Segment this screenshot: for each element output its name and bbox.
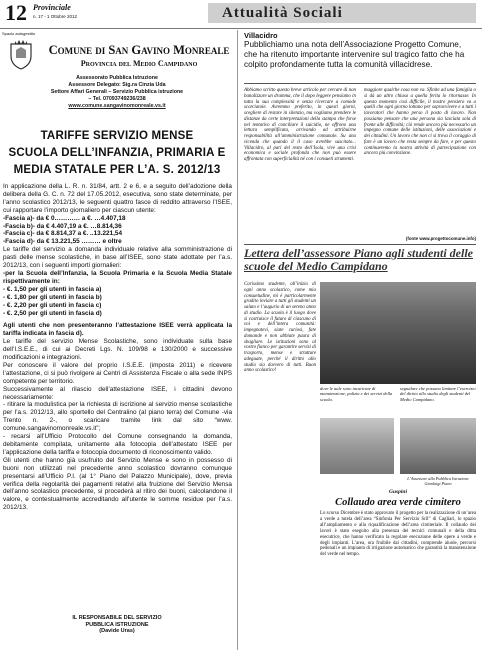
paragraph: Gli utenti che hanno già usufruito del Servizio Mense e sono in possesso di buoni non utilizzati nel precedente anno scolastico dovranno comunque presentarsi all’Ufficio P.I. (al 1° Piano del Palazzo Municipale), dove, previa verifica della regolarità dei pagamenti relativi alla fruizione del Servizio Mensa dell’anno scolastico precedente, si procederà al ritiro dei buoni, calcolandone il valore, e contestualmente accreditando all’utente le somme residue per l’a.s. 2012/13. bbox=[3, 456, 232, 512]
lead-paragraph: Pubblichiamo una nota dell’Associazione Progetto Comune, che ha ritenuto importante intervenire sul tragico fatto che ha colpito profondamente tutta la comunità villacidrese. bbox=[244, 40, 465, 69]
divider bbox=[244, 244, 476, 245]
school-photo bbox=[320, 282, 476, 384]
signature-block bbox=[0, 615, 234, 635]
paragraph: - recarsi all’Ufficio Protocollo del Comune consegnando la domanda, debitamente compilata, unitamente alla fotocopia dell’attestato ISEE per l’applicazione della tariffa e fotocopia documento di riconoscimento valido. bbox=[3, 433, 232, 456]
assessorato-line: – Tel. 07093749236/238 bbox=[88, 96, 146, 102]
fascia-line: -Fascia c)- da € 8.814,37 a €. ..13.221,54 bbox=[3, 230, 123, 238]
issue-info: n. 17 - 1 Ottobre 2012 bbox=[33, 14, 78, 19]
left-body bbox=[3, 183, 232, 512]
publication-logo: Provinciale bbox=[33, 3, 71, 12]
provincia-name: Provincia del Medio Campidano bbox=[80, 59, 198, 68]
tariffa-line: - €. 2,50 per gli utenti in fascia d) bbox=[3, 309, 102, 317]
comune-name: Comune di San Gavino Monreale bbox=[48, 43, 230, 57]
article-text: segnalare che possano limitare l’esercizio del diritto allo studio degli studenti del Medio Campidano. bbox=[400, 386, 476, 402]
column-divider bbox=[237, 30, 238, 650]
photo-caption: L’Assessore alla Pubblica Istruzione Gianluigi Piano bbox=[407, 476, 469, 486]
assessorato-line: Settore Affari Generali – Servizio Pubblica istruzione bbox=[50, 89, 184, 95]
fascia-line: -Fascia a)- da € 0………… a €. …4.407,18 bbox=[3, 214, 126, 222]
title-line: SCUOLA DELL’INFANZIA, PRIMARIA E bbox=[8, 147, 226, 159]
tariffa-line: - €. 2,20 per gli utenti in fascia c) bbox=[3, 301, 102, 309]
article-text: dove le aule sono incaricate di manutenzione, pulizia e dei servizi della scuola. bbox=[320, 386, 393, 402]
paragraph: - ritirare la modulistica per la richiesta di iscrizione al servizio mense scolastiche per l’a.s. 2012/13, allo sportello del Centralino (al piano terra) del Comune -via Trento n. 2-, o scaricare tramite link dal sito “www. comune.sangavinomonreale.vs.it”; bbox=[3, 401, 232, 433]
tariffa-line: - €. 1,50 per gli utenti in fascia a) bbox=[3, 285, 102, 293]
main-title bbox=[0, 128, 234, 179]
fascia-line: -Fascia b)- da € 4.407,19 a €. …8.814,36 bbox=[3, 222, 122, 230]
space-label: Spazio autogestito bbox=[2, 31, 35, 36]
divider bbox=[244, 83, 476, 84]
cemetery-photo bbox=[400, 418, 476, 474]
assessorato-line: Assessorato Pubblica Istruzione bbox=[76, 75, 158, 81]
article-column: Abbiamo scritto questo breve articolo per cercare di non banalizzare un dramma, che il dopo leggere pensiamo in tutta la sua complessità e senza ricercare a comode scorciatoie. Avremmo preferito, in questi giorni, scegliere di restare in silenzio, ma vogliamo prendere le distanze da certe interpretazioni della stampa che forse nel tentativo di conciliare il suicidio, ne offrono una lettura semplificata, arrivando ad attribuirne responsabilità all’amministrazione comunale. Su una vicenda che quando il il caso avrebbe suscitato... Villacidro, al pari del resto dell’Isola, vive una crisi economica e sociale profonda che non può essere affrontata con superficialità né con i consueti strumenti. bbox=[244, 88, 356, 162]
paragraph: In applicazione della L. R. n. 31/84, artt. 2 e 6, e a seguito dell’adozione della delibera della G. C. n. 72 del 17.05.2012, esecutiva, sono state determinate, per l’anno scolastico 2012/13, le seguenti quattro fasce di reddito attraverso l’ISEE, cui rapportare l’importo giornaliero per ciascun utente: bbox=[3, 183, 232, 214]
tariffa-line: - €. 1,80 per gli utenti in fascia b) bbox=[3, 293, 102, 301]
website-link[interactable]: www.comune.sangavinomonreale.vs.it bbox=[68, 103, 166, 109]
article-letter: Carissimo studente, all’inizio di ogni anno scolastico, come mia consuetudine, mi è particolarmente gradito inviare a tutti gli studenti un saluto e l’augurio di un sereno anno di studio. La scuola è il luogo dove si costruisce il futuro di ciascuno di voi e dell’intera comunità: impegnatevi, siate curiosi, fate domande e non abbiate paura di sbagliare. Le istituzioni sono al vostro fianco per garantire servizi di trasporto, mense e strutture adeguate, perché il diritto allo studio sia davvero di tutti. Buon anno scolastico! bbox=[244, 282, 316, 374]
fascia-line: -Fascia d)- da € 13.221,55 ……… e oltre bbox=[3, 238, 122, 246]
assessorato-line: Assessore Delegato: Sig.ra Cinzia Uda bbox=[68, 82, 166, 88]
assessore-photo bbox=[320, 418, 394, 474]
place-label: Guspini bbox=[388, 489, 408, 495]
paragraph: Le tariffe del servizio Mense Scolastiche, sono individuate sulla base dell’I.S.E.E., di cui ai Decreti Lgs. N. 109/98 e 130/2000 e successive modificazioni e integrazioni. bbox=[3, 338, 232, 362]
paragraph: Le tariffe del servizio a domanda individuale relative alla somministrazione di pasti delle mense scolastiche, in base all’ISEE, sono state adottate per l’a.s. 2012/13, con i seguenti importi giornalieri: bbox=[3, 246, 232, 270]
coat-of-arms-icon bbox=[8, 38, 34, 70]
paragraph: -per la Scuola dell’Infanzia, la Scuola Primaria e la Scuola Media Statale rispettivamente in: bbox=[3, 269, 232, 285]
paragraph: Agli utenti che non presenteranno l’attestazione ISEE verrà applicata la tariffa indicata in fascia d). bbox=[3, 322, 232, 338]
place-label: Villacidro bbox=[244, 31, 278, 40]
section-title: Attualità Sociali bbox=[208, 3, 476, 23]
article-guspini: Lo scorso Dicembre è stato approvato il progetto per la realizzazione di un’area a verde a tutela dell’area “Sinfonia Per Servizio Sril” di Cagliari, lo spazio all’ampliamento e alla riqualificazione dell’area cimiteriale. Il collaudo dei lavori è stato eseguito alla presenza dei tecnici comunali e della ditta esecutrice, che hanno verificato la regolare esecuzione delle opere a verde e degli impianti. L’area, ora fruibile dai cittadini, comprende aiuole, percorsi pedonali e un impianto di irrigazione automatico che garantirà la manutenzione del verde nel tempo. bbox=[320, 511, 476, 558]
article-title: Collaudo area verde cimitero bbox=[335, 497, 461, 508]
page-number: 12 bbox=[5, 0, 27, 25]
title-line: MEDIA STATALE PER L’A. S. 2012/13 bbox=[13, 164, 221, 176]
article-column: maggiore qualche cosa non va. Sfinite ad una famiglia o si dà un altro chiuso a quella ferita lo ritornasse. In questo momento così difficile, il nostro pensiero va a quelli che ogni giorno lottano per sopravvivere e a tutti i lavoratori che hanno perso il posto di lavoro. Non possiamo pensare che una persona sia lasciata sola di fronte alle difficoltà; ciò rende ancora più necessario un impegno comune delle istituzioni, delle associazioni e dei cittadini. Un lavoro che non ci si trova il coraggio di fare è un lavoro che resta sempre da fare, e per questo continueremo la nostra attività di partecipazione con ancora più convinzione. bbox=[364, 88, 476, 157]
headline: Lettera dell’assessore Piano agli studenti delle scuole del Medio Campidano bbox=[244, 246, 473, 273]
paragraph: Per conoscere il valore del proprio I.S.E.E. (imposta 2011) e ricevere l’attestazione, ci si può rivolgere ai Centri di Assistenza Fiscale o alla sede INPS competente per territorio. bbox=[3, 361, 232, 385]
signature-line: IL RESPONSABILE DEL SERVIZIO bbox=[72, 615, 162, 621]
title-line: TARIFFE SERVIZIO MENSE bbox=[40, 130, 194, 142]
signature-line: (Davide Uras) bbox=[99, 628, 135, 635]
article-source: (fonte www.progettocomune.info) bbox=[405, 236, 476, 241]
signature-line: PUBBLICA ISTRUZIONE bbox=[85, 621, 149, 628]
paragraph: Successivamente al rilascio dell’attestazione ISEE, i cittadini devono necessariamente: bbox=[3, 385, 232, 401]
